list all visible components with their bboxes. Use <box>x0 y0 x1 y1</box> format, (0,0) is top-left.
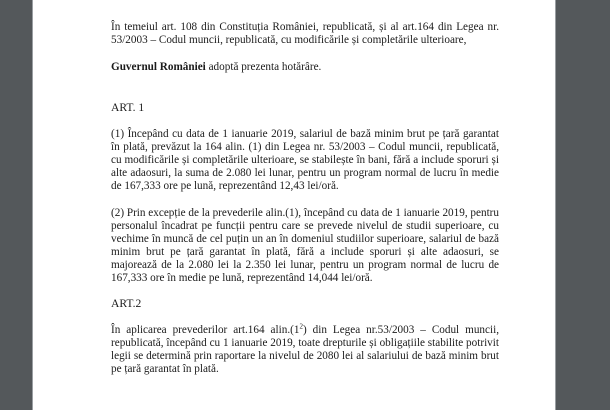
article-1-paragraph-2: (2) Prin excepție de la prevederile alin.(1), începând cu data de 1 ianuarie 2019, pentru personalul încadrat pe funcții pentru care se prevede nivelul de studii superioare, cu vechime în muncă de cel puțin un an în domeniul studiilor superioare, salariul de bază minim brut pe țară garantat în plată, fără a include sporuri și alte adaosuri, se majorează de la 2.080 lei la 2.350 lei lunar, pentru un program normal de lucru de 167,333 ore în medie pe lună, reprezentând 14,044 lei/oră. <box>111 207 499 284</box>
preamble-paragraph: În temeiul art. 108 din Constituția României, republicată, și al art.164 din Legea nr. 53/2003 – Codul muncii, republicată, cu modificările și completările ulterioare, <box>111 21 499 46</box>
article-1-title: ART. 1 <box>111 101 145 114</box>
page-content <box>111 21 499 376</box>
article-2-paragraph <box>111 324 499 376</box>
adoption-text: adoptă prezenta hotărâre. <box>205 61 322 73</box>
article-2-text-end: ) din Legea nr.53/2003 – Codul muncii, republicată, începând cu 1 ianuarie 2019, toate drepturile și obligațiile stabilite potrivit legii se determină prin raportare la nivelul de 2080 lei al salariului de bază minim brut pe țară garantat în plată. <box>111 324 499 375</box>
adoption-statement <box>111 61 499 74</box>
article-2-title: ART.2 <box>111 297 142 310</box>
government-name: Guvernul României <box>111 61 206 73</box>
superscript: 2 <box>299 322 303 331</box>
document-page <box>33 0 555 410</box>
article-1-paragraph-1: (1) Începând cu data de 1 ianuarie 2019, salariul de bază minim brut pe țară garantat în plată, prevăzut la 164 alin. (1) din Legea nr. 53/2003 – Codul muncii, republicată, cu modificările și completările ulterioare, se stabilește în bani, fără a include sporuri și alte adaosuri, la suma de 2.080 lei lunar, pentru un program normal de lucru în medie de 167,333 ore pe lună, reprezentând 12,43 lei/oră. <box>111 128 499 192</box>
article-2-text-start: În aplicarea prevederilor art.164 alin.(1 <box>111 324 300 336</box>
